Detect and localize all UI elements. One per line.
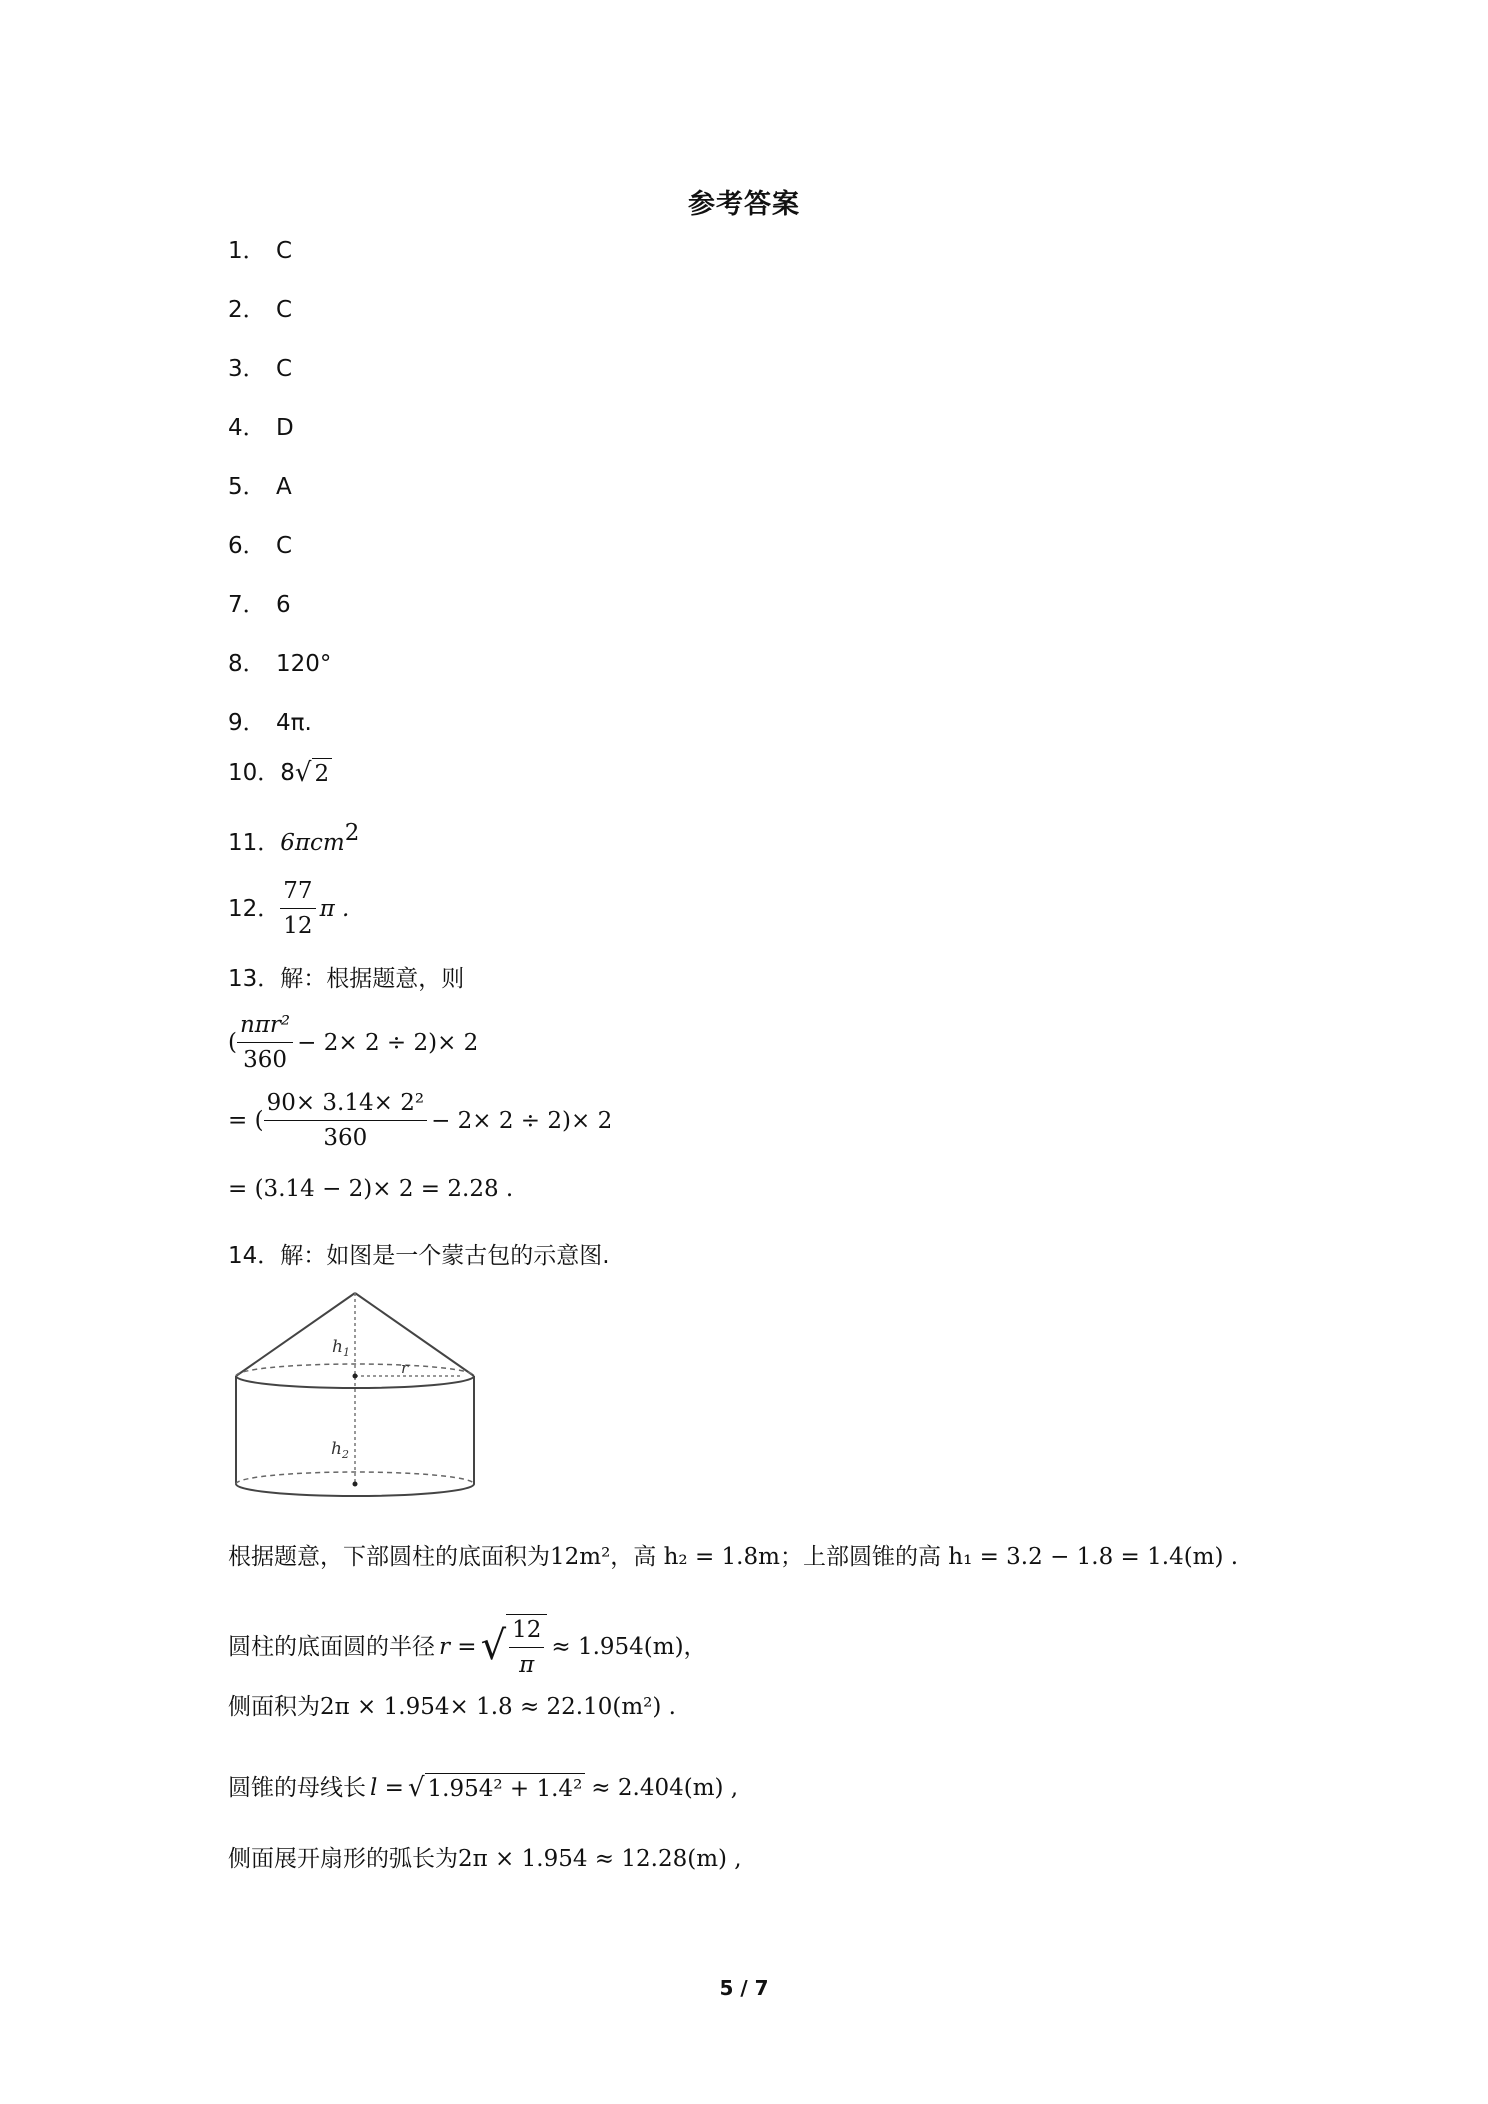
answer-item: 5． A	[228, 474, 292, 500]
q14-step2: 圆柱的底面圆的半径 r = √ $\frac{12}{\pi}$ ≈ 1.954(m)，	[228, 1614, 707, 1680]
q14-intro: 14．解：如图是一个蒙古包的示意图.	[228, 1243, 610, 1269]
answer-item: 2． C	[228, 297, 293, 323]
q14-step4: 圆锥的母线长 l = √ 1.954² + 1.4² ≈ 2.404(m) ,	[228, 1772, 739, 1803]
q13-line1: ( $\frac{\text{nπr²}}{360}$ − 2× 2 ÷ 2)× 2	[228, 1012, 479, 1073]
label-h1: $h_1$	[332, 1337, 350, 1359]
answer-10: 10．8 √ 2	[228, 758, 332, 789]
sqrt-expression: √ 2	[295, 758, 332, 789]
q13-line3: = (3.14 − 2)× 2 = 2.28 .	[228, 1176, 514, 1202]
label-r: r	[401, 1359, 409, 1377]
page-number: 5 / 7	[719, 1976, 769, 2000]
fraction: $\frac{77}{12}$	[280, 876, 315, 941]
q13-intro: 13．解：根据题意，则	[228, 966, 465, 992]
answer-item: 4． D	[228, 415, 294, 441]
answer-12: 12． $\frac{77}{12}$ π .	[228, 878, 350, 939]
answer-item: 3． C	[228, 356, 293, 382]
q14-step3: 侧面积为2π × 1.954× 1.8 ≈ 22.10(m²) .	[228, 1694, 676, 1720]
answer-item: 8． 120°	[228, 651, 332, 677]
answer-item: 7． 6	[228, 592, 291, 618]
label-h2: $h_2$	[331, 1439, 349, 1461]
top-center-dot	[353, 1374, 358, 1379]
q14-step1: 根据题意，下部圆柱的底面积为12m²，高 h₂ = 1.8m；上部圆锥的高 h₁ = 3.2 − 1.8 = 1.4(m) .	[228, 1544, 1239, 1570]
q13-line2: = ( $\frac{\text{90× 3.14× 2²}}{360}$ − 2× 2 ÷ 2)× 2	[228, 1090, 613, 1151]
yurt-diagram	[228, 1288, 488, 1508]
bottom-center-dot	[353, 1482, 358, 1487]
q14-step5: 侧面展开扇形的弧长为2π × 1.954 ≈ 12.28(m) ,	[228, 1846, 742, 1872]
answer-item: 9． 4π.	[228, 710, 312, 736]
answer-item: 1． C	[228, 238, 293, 264]
answer-item: 6． C	[228, 533, 293, 559]
answer-11: 11．6πcm$^2$	[228, 820, 360, 856]
page-title: 参考答案	[688, 189, 800, 220]
